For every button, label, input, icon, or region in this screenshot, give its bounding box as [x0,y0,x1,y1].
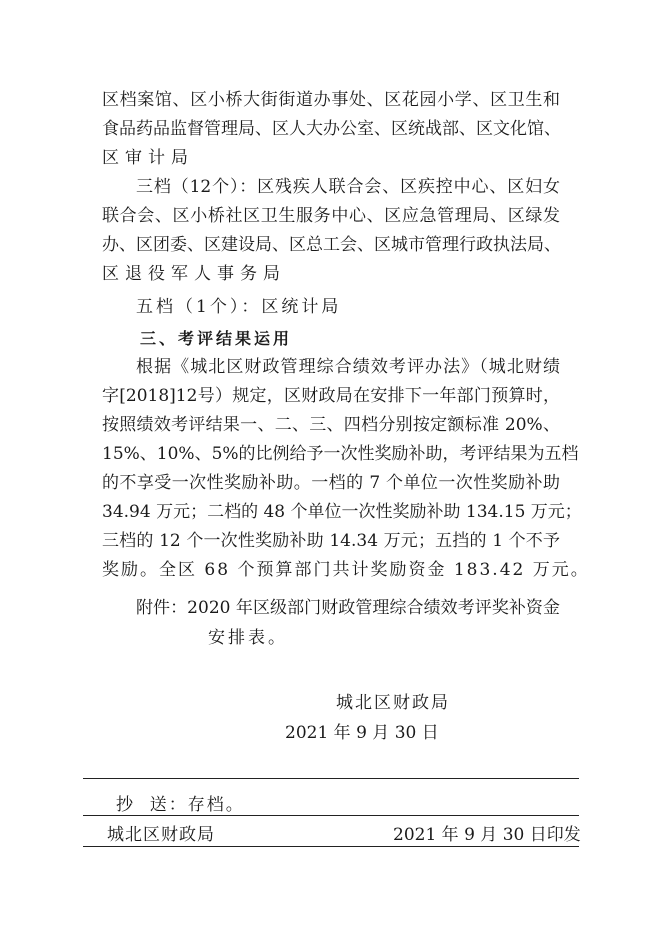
tier3-line: 办、区团委、区建设局、区总工会、区城市管理行政执法局、 [102,235,561,255]
section3-line: 根据《城北区财政管理综合绩效考评办法》（城北财绩 [136,357,560,377]
tier3-line: 联合会、区小桥社区卫生服务中心、区应急管理局、区绿发 [102,206,560,226]
section3-line: 34.94 万元；二档的 48 个单位一次性奖励补助 134.15 万元； [102,502,582,522]
section3-line: 的不享受一次性奖励补助。一档的 7 个单位一次性奖励补助 [102,473,560,493]
attachment-line: 安排表。 [208,628,288,648]
issuer: 城北区财政局 [107,825,215,845]
footer-rule-middle [83,815,579,816]
footer-rule-bottom [83,846,579,847]
section3-heading: 三、考评结果运用 [140,329,293,348]
tier3-line: 区退役军人事务局 [102,264,286,284]
signature-date: 2021 年 9 月 30 日 [285,723,439,743]
tier3-line: 三档（12个）：区残疾人联合会、区疾控中心、区妇女 [136,177,560,197]
section3-line: 15%、10%、5%的比例给予一次性奖励补助，考评结果为五档 [102,444,579,464]
tier2-line: 区审计局 [102,148,194,168]
section3-line: 三档的 12 个一次性奖励补助 14.34 万元；五挡的 1 个不予 [102,531,560,551]
footer-rule-top [83,778,579,779]
tier5-line: 五档（1个）：区统计局 [136,297,342,317]
tier2-line: 区档案馆、区小桥大街街道办事处、区花园小学、区卫生和 [102,90,560,110]
section3-line: 字[2018]12号）规定，区财政局在安排下一年部门预算时， [102,386,560,406]
issue-date: 2021 年 9 月 30 日印发 [393,825,581,845]
section3-line: 按照绩效考评结果一、二、三、四档分别按定额标准 20%、 [102,415,560,435]
attachment-line: 附件：2020 年区级部门财政管理综合绩效考评奖补资金 [136,598,560,618]
signature-org: 城北区财政局 [336,693,450,713]
cc-line: 抄 送：存档。 [116,795,245,815]
section3-line: 奖励。全区 68 个预算部门共计奖励资金 183.42 万元。 [102,560,590,580]
tier2-line: 食品药品监督管理局、区人大办公室、区统战部、区文化馆、 [102,119,561,139]
